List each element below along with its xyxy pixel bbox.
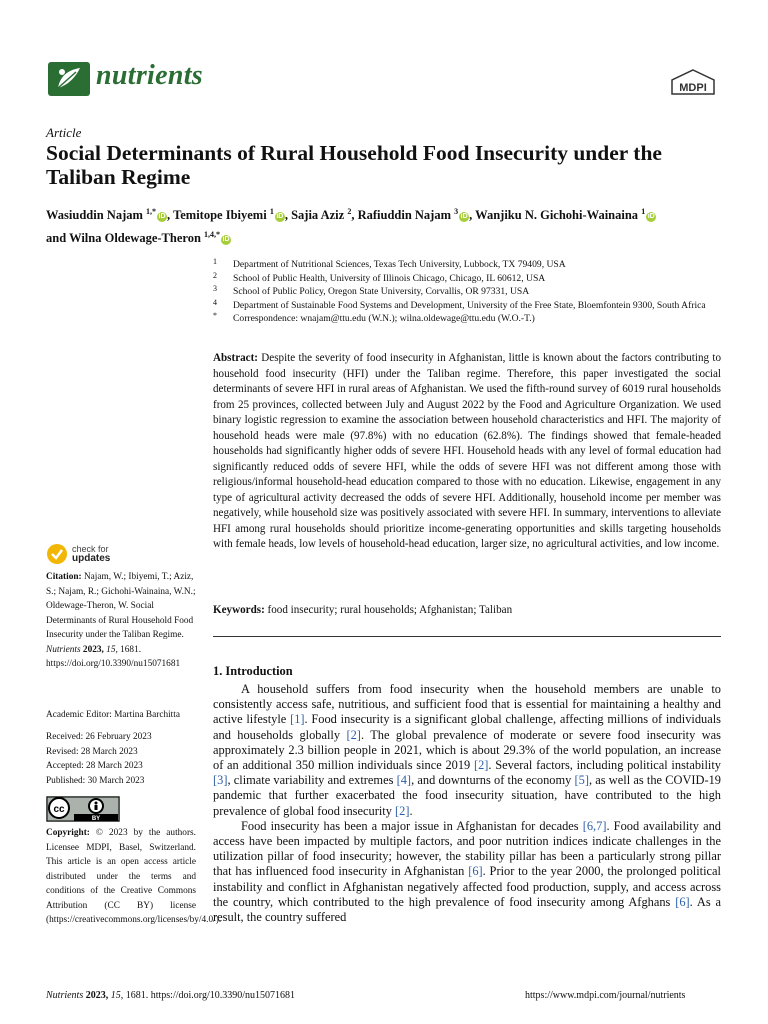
affiliation-number: 2 (213, 270, 217, 280)
affiliation-text: School of Public Health, University of Illinois Chicago, Chicago, IL 60612, USA (233, 272, 546, 284)
citation-journal: Nutrients (46, 644, 81, 655)
author-name[interactable]: Wanjiku N. Gichohi-Wainaina (475, 208, 642, 223)
author-list (46, 202, 736, 248)
affiliation-item (213, 299, 733, 313)
author-name[interactable]: Rafiuddin Najam (357, 208, 455, 223)
introduction-body (213, 682, 721, 925)
orcid-icon[interactable]: iD (647, 213, 655, 221)
keywords-text: food insecurity; rural households; Afghanistan; Taliban (264, 604, 513, 616)
footer-doi[interactable]: 1681. https://doi.org/10.3390/nu15071681 (123, 990, 296, 1001)
check-updates-line1: check for (72, 544, 109, 554)
dates-block (46, 730, 196, 788)
mdpi-logo-icon (668, 68, 718, 98)
svg-text:cc: cc (53, 804, 65, 815)
authors-line-1: Wasiuddin Najam $^{1,*}$iD , Temitope Ibiyemi $^1$iD , Sajia Aziz $^2$, Rafiuddin Najam $^3$iD , Wanjiku N. Gichohi-Wainaina $^1$iD (46, 207, 655, 223)
author-name[interactable]: Sajia Aziz (291, 208, 348, 223)
affiliation-item (213, 312, 733, 326)
orcid-icon[interactable]: iD (222, 236, 230, 244)
affiliation-text: School of Public Policy, Oregon State University, Corvallis, OR 97331, USA (233, 286, 530, 298)
citation-ref-link[interactable]: [3] (213, 773, 228, 788)
paper-title: Social Determinants of Rural Household Food Insecurity under the Taliban Regime (46, 141, 662, 189)
affiliation-text: Department of Nutritional Sciences, Texas Tech University, Lubbock, TX 79409, USA (233, 259, 566, 270)
citation-ref-link[interactable]: [6] (675, 894, 690, 909)
affiliation-item (213, 258, 733, 272)
paragraph: A household suffers from food insecurity when the household members are unable to consistently access safe, nutritious, and sufficient food that is essential for maintaining a healthy and active lifestyle [1]. Food insecurity is a significant global challenge, affecting millions of individuals and households globally [2]. The global prevalence of moderate or severe food insecurity was approximately 2.3 billion people in 2021, which is about 29.3% of the world population, an increase of an additional 350 million individuals since 2019 [2]. Several factors, including political instability [3], climate variability and extremes [4], and downturns of the economy [5], as well as the COVID-19 pandemic that further exacerbated the food insecurity situation, have contributed to the high prevalence of global food insecurity [2]. (213, 682, 721, 818)
svg-text:BY: BY (91, 816, 101, 822)
section-divider (213, 636, 721, 637)
author-affil-sup: 3 (454, 207, 459, 216)
footer-year: 2023, (83, 990, 109, 1001)
author-affil-sup: 1,* (146, 207, 157, 216)
affiliation-number: 1 (213, 257, 217, 266)
author-affil-sup: 1,4,* (204, 230, 221, 240)
citation-ref-link[interactable]: [2] (473, 758, 489, 773)
footer-journal-url[interactable]: https://www.mdpi.com/journal/nutrients (525, 990, 686, 1001)
article-type: Article (46, 125, 82, 140)
copyright-block (46, 826, 222, 928)
nutrients-logo-icon (46, 58, 92, 98)
accepted-date: Accepted: 28 March 2023 (46, 761, 143, 771)
orcid-icon[interactable]: iD (460, 213, 468, 221)
journal-name: nutrients (96, 60, 203, 91)
copyright-label: Copyright: (46, 828, 90, 838)
affiliations (213, 258, 733, 326)
citation-ref-link[interactable]: [2] (346, 727, 361, 742)
check-for-updates-icon (46, 543, 68, 565)
orcid-icon[interactable]: iD (276, 213, 284, 221)
affiliation-number: 4 (213, 297, 217, 307)
footer-citation (46, 990, 295, 1001)
keywords (213, 603, 721, 618)
author-affil-sup: 1 (641, 207, 646, 216)
check-for-updates[interactable] (46, 543, 110, 565)
affiliation-text: Department of Sustainable Food Systems and Development, University of the Free State, Bloemfontein 9300, South Africa (233, 299, 706, 311)
author-name[interactable]: Temitope Ibiyemi (173, 208, 270, 223)
authors-line-2 (46, 225, 736, 248)
affiliation-number: 3 (213, 284, 217, 294)
published-date: Published: 30 March 2023 (46, 775, 145, 786)
footer-volume: 15, (108, 990, 124, 1001)
mdpi-logo-text: MDPI (679, 82, 707, 94)
author-name[interactable]: Wasiuddin Najam (46, 208, 147, 223)
cc-by-license-icon[interactable] (46, 796, 120, 822)
citation-ref-link[interactable]: [2] (395, 803, 410, 818)
academic-editor: Academic Editor: Martina Barchitta (46, 710, 180, 720)
citation-text: Najam, W.; Ibiyemi, T.; Aziz, S.; Najam, R.; Gichohi-Wainaina, W.N.; Oldewage-Theron, W. Social Determinants of Rural Household Food Insecurity under the Taliban Regime. (46, 572, 196, 640)
author-affil-sup: 2 (347, 207, 352, 216)
citation-ref-link[interactable]: [1] (290, 712, 305, 727)
section-title: 1. Introduction (213, 664, 293, 678)
footer-journal: Nutrients (46, 990, 84, 1001)
abstract-label: Abstract: (213, 352, 258, 364)
revised-date: Revised: 28 March 2023 (46, 746, 138, 757)
affiliation-item (213, 272, 733, 286)
affiliation-item (213, 285, 733, 299)
author-name[interactable]: Wilna Oldewage-Theron (69, 231, 201, 246)
citation-ref-link[interactable]: [6,7] (582, 818, 607, 833)
authors-and: and (46, 231, 70, 246)
keywords-label: Keywords: (213, 604, 265, 616)
citation-doi[interactable]: 1681. https://doi.org/10.3390/nu15071681 (46, 644, 181, 669)
copyright-text: © 2023 by the authors. Licensee MDPI, Basel, Switzerland. This article is an open access article distributed under the terms and conditions of the Creative Commons Attribution (CC BY) license (https://creativecommons.org/licenses/by/4.0/). (46, 828, 222, 925)
paragraph: Food insecurity has been a major issue in Afghanistan for decades [6,7]. Food availability and access have been impacted by multiple factors, and poor nutrition indices indicate challenges in the utilization pillar of food insecurity; however, the stability pillar has been a particularly strong pillar that has influenced food insecurity in Afghanistan [6]. Prior to the year 2000, the prolonged political instability and conflict in Afghanistan negatively affected food production, supply, and access across the country, which contributed to the high prevalence of food insecurity among Afghans [6]. As a result, the country suffered (213, 818, 721, 925)
citation-label: Citation: (46, 572, 82, 582)
citation-ref-link[interactable]: [4] (396, 773, 412, 788)
affiliation-text: Correspondence: wnajam@ttu.edu (W.N.); wilna.oldewage@ttu.edu (W.O.-T.) (233, 313, 535, 325)
citation-ref-link[interactable]: [6] (468, 864, 483, 879)
citation-year: 2023, (80, 644, 104, 655)
citation-volume: 15, (103, 644, 118, 655)
affiliation-number: * (213, 311, 217, 321)
abstract (213, 351, 721, 553)
citation-block (46, 570, 196, 672)
received-date: Received: 26 February 2023 (46, 732, 152, 742)
check-updates-line2: updates (72, 553, 111, 564)
citation-ref-link[interactable]: [5] (574, 773, 589, 788)
orcid-icon[interactable]: iD (158, 213, 166, 221)
abstract-text: Despite the severity of food insecurity in Afghanistan, little is known about the factors contributing to household food insecurity (HFI) under the Taliban regime. Therefore, this paper investigated the social determinants of severe HFI in rural areas of Afghanistan. We used the fifth-round survey of 6019 rural households from 25 provinces, collected between July and August 2022 by the Food and Agriculture Organization. We used binary logistic regression to examine the association between household characteristics and HFI. The majority of household heads were male (97.8%) with no education (62.8%). The findings showed that female-headed households had significantly higher odds of severe HFI. Household heads with any level of formal education had significantly reduced odds of severe HFI, while the odds of severe HFI was not different among those with religious/informal household-head education compared to those with no education. Likewise, engagement in any type of agricultural activity decreased the odds of severe HFI. Additionally, household income per member was negatively, while household size was positively associated with severe HFI. In summary, interventions to alleviate HFI among rural households should prioritize income-generating opportunities and skills targeting households with female heads, low levels of household-head education, larger size, no agricultural activities, and low income. (213, 352, 721, 550)
author-affil-sup: 1 (269, 207, 274, 216)
